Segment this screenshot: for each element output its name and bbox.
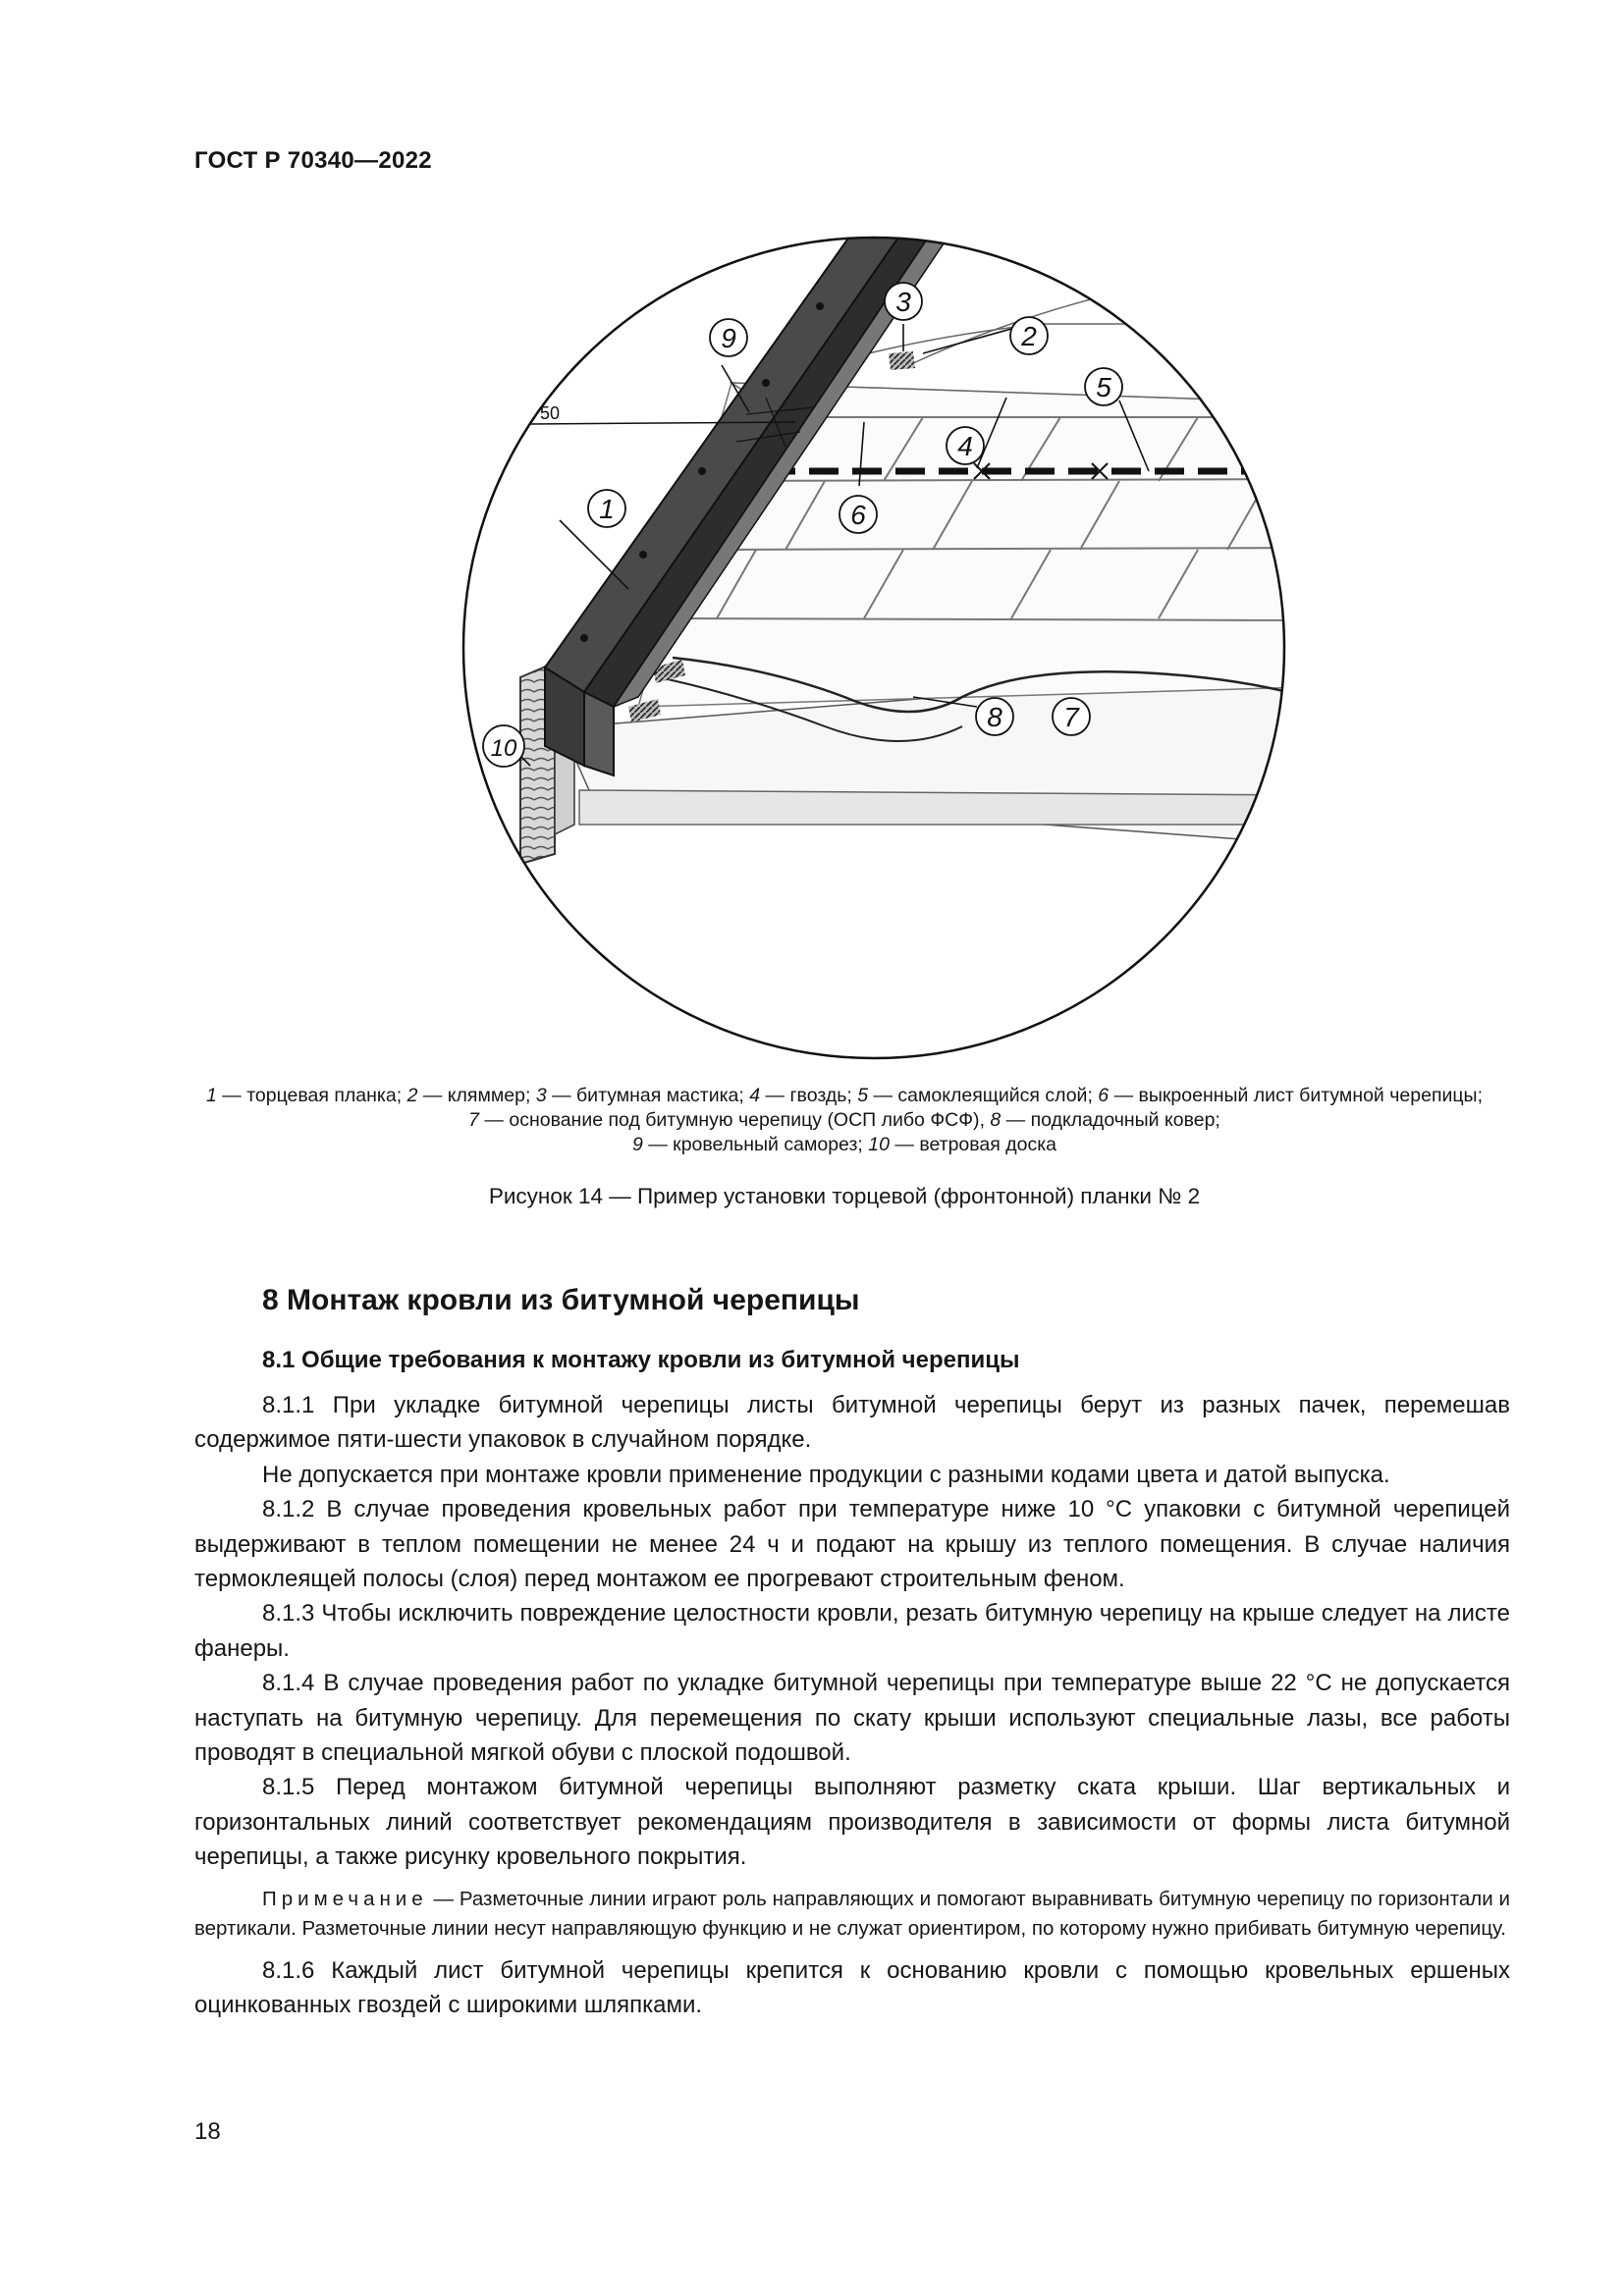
svg-text:10: 10 <box>490 735 517 762</box>
figure-legend <box>206 1084 1483 1157</box>
paragraph-color-codes: Не допускается при монтаже кровли применение продукции с разными кодами цвета и датой выпуска. <box>262 1461 1390 1488</box>
figure-caption: Рисунок 14 — Пример установки торцевой (фронтонной) планки № 2 <box>488 1184 1201 1208</box>
legend-item: 1 — торцевая планка; <box>206 1085 407 1106</box>
svg-text:1: 1 <box>599 494 615 524</box>
legend-item: 10 — ветровая доска <box>868 1134 1057 1155</box>
section-heading: 8 Монтаж кровли из битумной черепицы <box>262 1284 860 1316</box>
document-code-header: ГОСТ Р 70340—2022 <box>194 147 432 174</box>
mastic-patch <box>889 351 915 370</box>
callout-5 <box>1085 368 1122 405</box>
deck-edge <box>579 790 1296 825</box>
paragraph-8-1-1: 8.1.1 При укладке битумной черепицы листы битумной черепицы берут из разных пачек, перемешав содержимое пяти-шести упаковок в случайном порядке. <box>194 1392 1510 1454</box>
figure-14-illustration <box>452 236 1296 1060</box>
note-label: Примечание <box>262 1887 428 1910</box>
callout-3 <box>885 283 922 320</box>
callout-4 <box>947 427 984 464</box>
legend-item: 9 — кровельный саморез; <box>631 1134 869 1155</box>
legend-item: 6 — выкроенный лист битумной черепицы; <box>1098 1085 1483 1106</box>
svg-text:9: 9 <box>721 323 736 353</box>
callout-10 <box>483 725 524 767</box>
svg-text:6: 6 <box>850 500 866 530</box>
callout-6 <box>839 496 877 533</box>
paragraph-8-1-2: 8.1.2 В случае проведения кровельных работ при температуре ниже 10 °С упаковки с битумной черепицей выдерживают в теплом помещении не менее 24 ч и подают на крышу из теплого помещения. В случае наличия термоклеящей полосы (слоя) перед монтажом ее прогревают строительным феном. <box>194 1496 1510 1593</box>
paragraph-8-1-5: 8.1.5 Перед монтажом битумной черепицы выполняют разметку ската крыши. Шаг вертикальных и горизонтальных линий соответствует рекомендациям производителя в зависимости от формы листа битумной черепицы, а также рисунку кровельного покрытия. <box>194 1774 1510 1871</box>
legend-item: 3 — битумная мастика; <box>535 1085 750 1106</box>
legend-item: 7 — основание под битумную черепицу (ОСП либо ФСФ), <box>468 1109 991 1131</box>
roof-diagram <box>452 236 1296 1060</box>
paragraph-8-1-3: 8.1.3 Чтобы исключить повреждение целостности кровли, резать битумную черепицу на крыше следует на листе фанеры. <box>194 1600 1510 1662</box>
subsection-heading: 8.1 Общие требования к монтажу кровли из битумной черепицы <box>262 1347 1020 1373</box>
callout-9 <box>710 319 747 356</box>
diagram-body <box>515 236 1296 864</box>
svg-text:7: 7 <box>1063 702 1079 732</box>
callout-2 <box>1010 317 1048 354</box>
svg-text:2: 2 <box>1021 321 1037 351</box>
legend-item: 5 — самоклеящийся слой; <box>857 1085 1099 1106</box>
callout-7 <box>1053 698 1090 735</box>
legend-item: 4 — гвоздь; <box>749 1085 858 1106</box>
section-body <box>194 1388 1510 2023</box>
note-text: — Разметочные линии играют роль направляющих и помогают выравнивать битумную черепицу по горизонтали и вертикали. Разметочные линии несут направляющую функцию и не служат ориентиром, по которому нужно прибивать битумную черепицу. <box>194 1887 1510 1940</box>
svg-text:5: 5 <box>1096 372 1111 402</box>
svg-text:4: 4 <box>957 431 973 461</box>
legend-item: 8 — подкладочный ковер; <box>990 1109 1220 1131</box>
legend-item: 2 — кляммер; <box>406 1085 536 1106</box>
paragraph-8-1-6: 8.1.6 Каждый лист битумной черепицы крепится к основанию кровли с помощью кровельных ершеных оцинкованных гвоздей с широкими шляпками. <box>194 1956 1510 2019</box>
dimension-50-label: 50 <box>540 403 561 423</box>
paragraph-8-1-4: 8.1.4 В случае проведения работ по укладке битумной черепицы при температуре выше 22 °С не допускается наступать на битумную черепицу. Для перемещения по скату крыши используют специальные лазы, все работы проводят в специальной мягкой обуви с плоской подошвой. <box>194 1670 1510 1767</box>
svg-text:3: 3 <box>895 287 911 317</box>
svg-text:8: 8 <box>987 702 1002 732</box>
callout-8 <box>976 698 1013 735</box>
page-number: 18 <box>194 2118 221 2145</box>
callout-1 <box>588 490 625 527</box>
note-block <box>194 1885 1510 1944</box>
